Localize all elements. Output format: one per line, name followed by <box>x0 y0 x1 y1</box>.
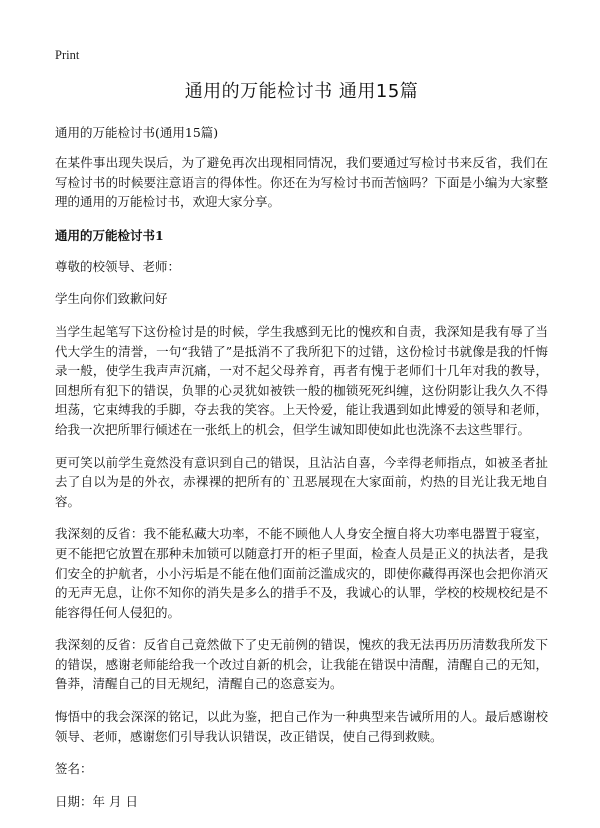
body-paragraph-5: 悔悟中的我会深深的铭记，以此为鉴，把自己作为一种典型来告诫所用的人。最后感谢校领导、老师，感谢您们引导我认识错误，改正错误，使自己得到救赎。 <box>55 709 548 744</box>
print-link[interactable]: Print <box>55 48 80 62</box>
section-heading: 通用的万能检讨书1 <box>55 227 164 243</box>
body-paragraph-3: 我深刻的反省：我不能私藏大功率，不能不顾他人人身安全擅自将大功率电器置于寝室，更不能把它放置在那种未加锁可以随意打开的柜子里面，检查人员是正义的执法者，是我们安全的护航者，小小污垢是不能在他们面前泛滥成灾的，即使你藏得再深也会把你消灭的无声无息，让你不知你的消失是多么的措手不及，我诚心的认罪，学校的校规校纪是不能容得任何人侵犯的。 <box>55 526 548 620</box>
body-paragraph-2: 更可笑以前学生竟然没有意识到自己的错误，且沾沾自喜，今幸得老师指点，如被圣者扯去了自以为是的外衣，赤裸裸的把所有的`丑恶展现在大家面前，灼热的目光让我无地自容。 <box>55 454 548 509</box>
body-paragraph-4: 我深刻的反省：反省自己竟然做下了史无前例的错误，愧疚的我无法再历历清数我所发下的错误，感谢老师能给我一个改过自新的机会，让我能在错误中清醒，清醒自己的无知，鲁莽，清醒自己的目无规纪，清醒自己的恣意妄为。 <box>55 637 548 692</box>
document-subtitle: 通用的万能检讨书(通用15篇) <box>55 125 219 140</box>
page-title: 通用的万能检讨书 通用15篇 <box>184 81 419 102</box>
salutation: 尊敬的校领导、老师： <box>55 258 181 274</box>
intro-paragraph: 在某件事出现失误后，为了避免再次出现相同情况，我们要通过写检讨书来反省，我们在写检讨书的时候要注意语言的得体性。你还在为写检讨书而苦恼吗？下面是小编为大家整理的通用的万能检讨书，欢迎大家分享。 <box>55 155 548 210</box>
body-paragraph-1: 当学生起笔写下这份检讨是的时候，学生我感到无比的愧疚和自责，我深知是我有辱了当代大学生的清誉，一句“我错了”是抵消不了我所犯下的过错，这份检讨书就像是我的忏悔录一般，使学生我声声沉痛，一对不起父母养育，再者有愧于老师们十几年对我的教导，回想所有犯下的错误，负罪的心灵犹如被铁一般的枷锁死死纠缠，这份阴影让我久久不得坦荡，它束缚我的手脚，夺去我的笑容。上天怜爱，能让我遇到如此博爱的领导和老师，给我一次把所罪行倾述在一张纸上的机会，但学生诚知即使如此也洗涤不去这些罪行。 <box>55 323 548 437</box>
signature-label: 签名： <box>55 761 93 777</box>
greeting: 学生向你们致歉问好 <box>55 291 168 307</box>
date-label: 日期：年 月 日 <box>55 793 138 809</box>
